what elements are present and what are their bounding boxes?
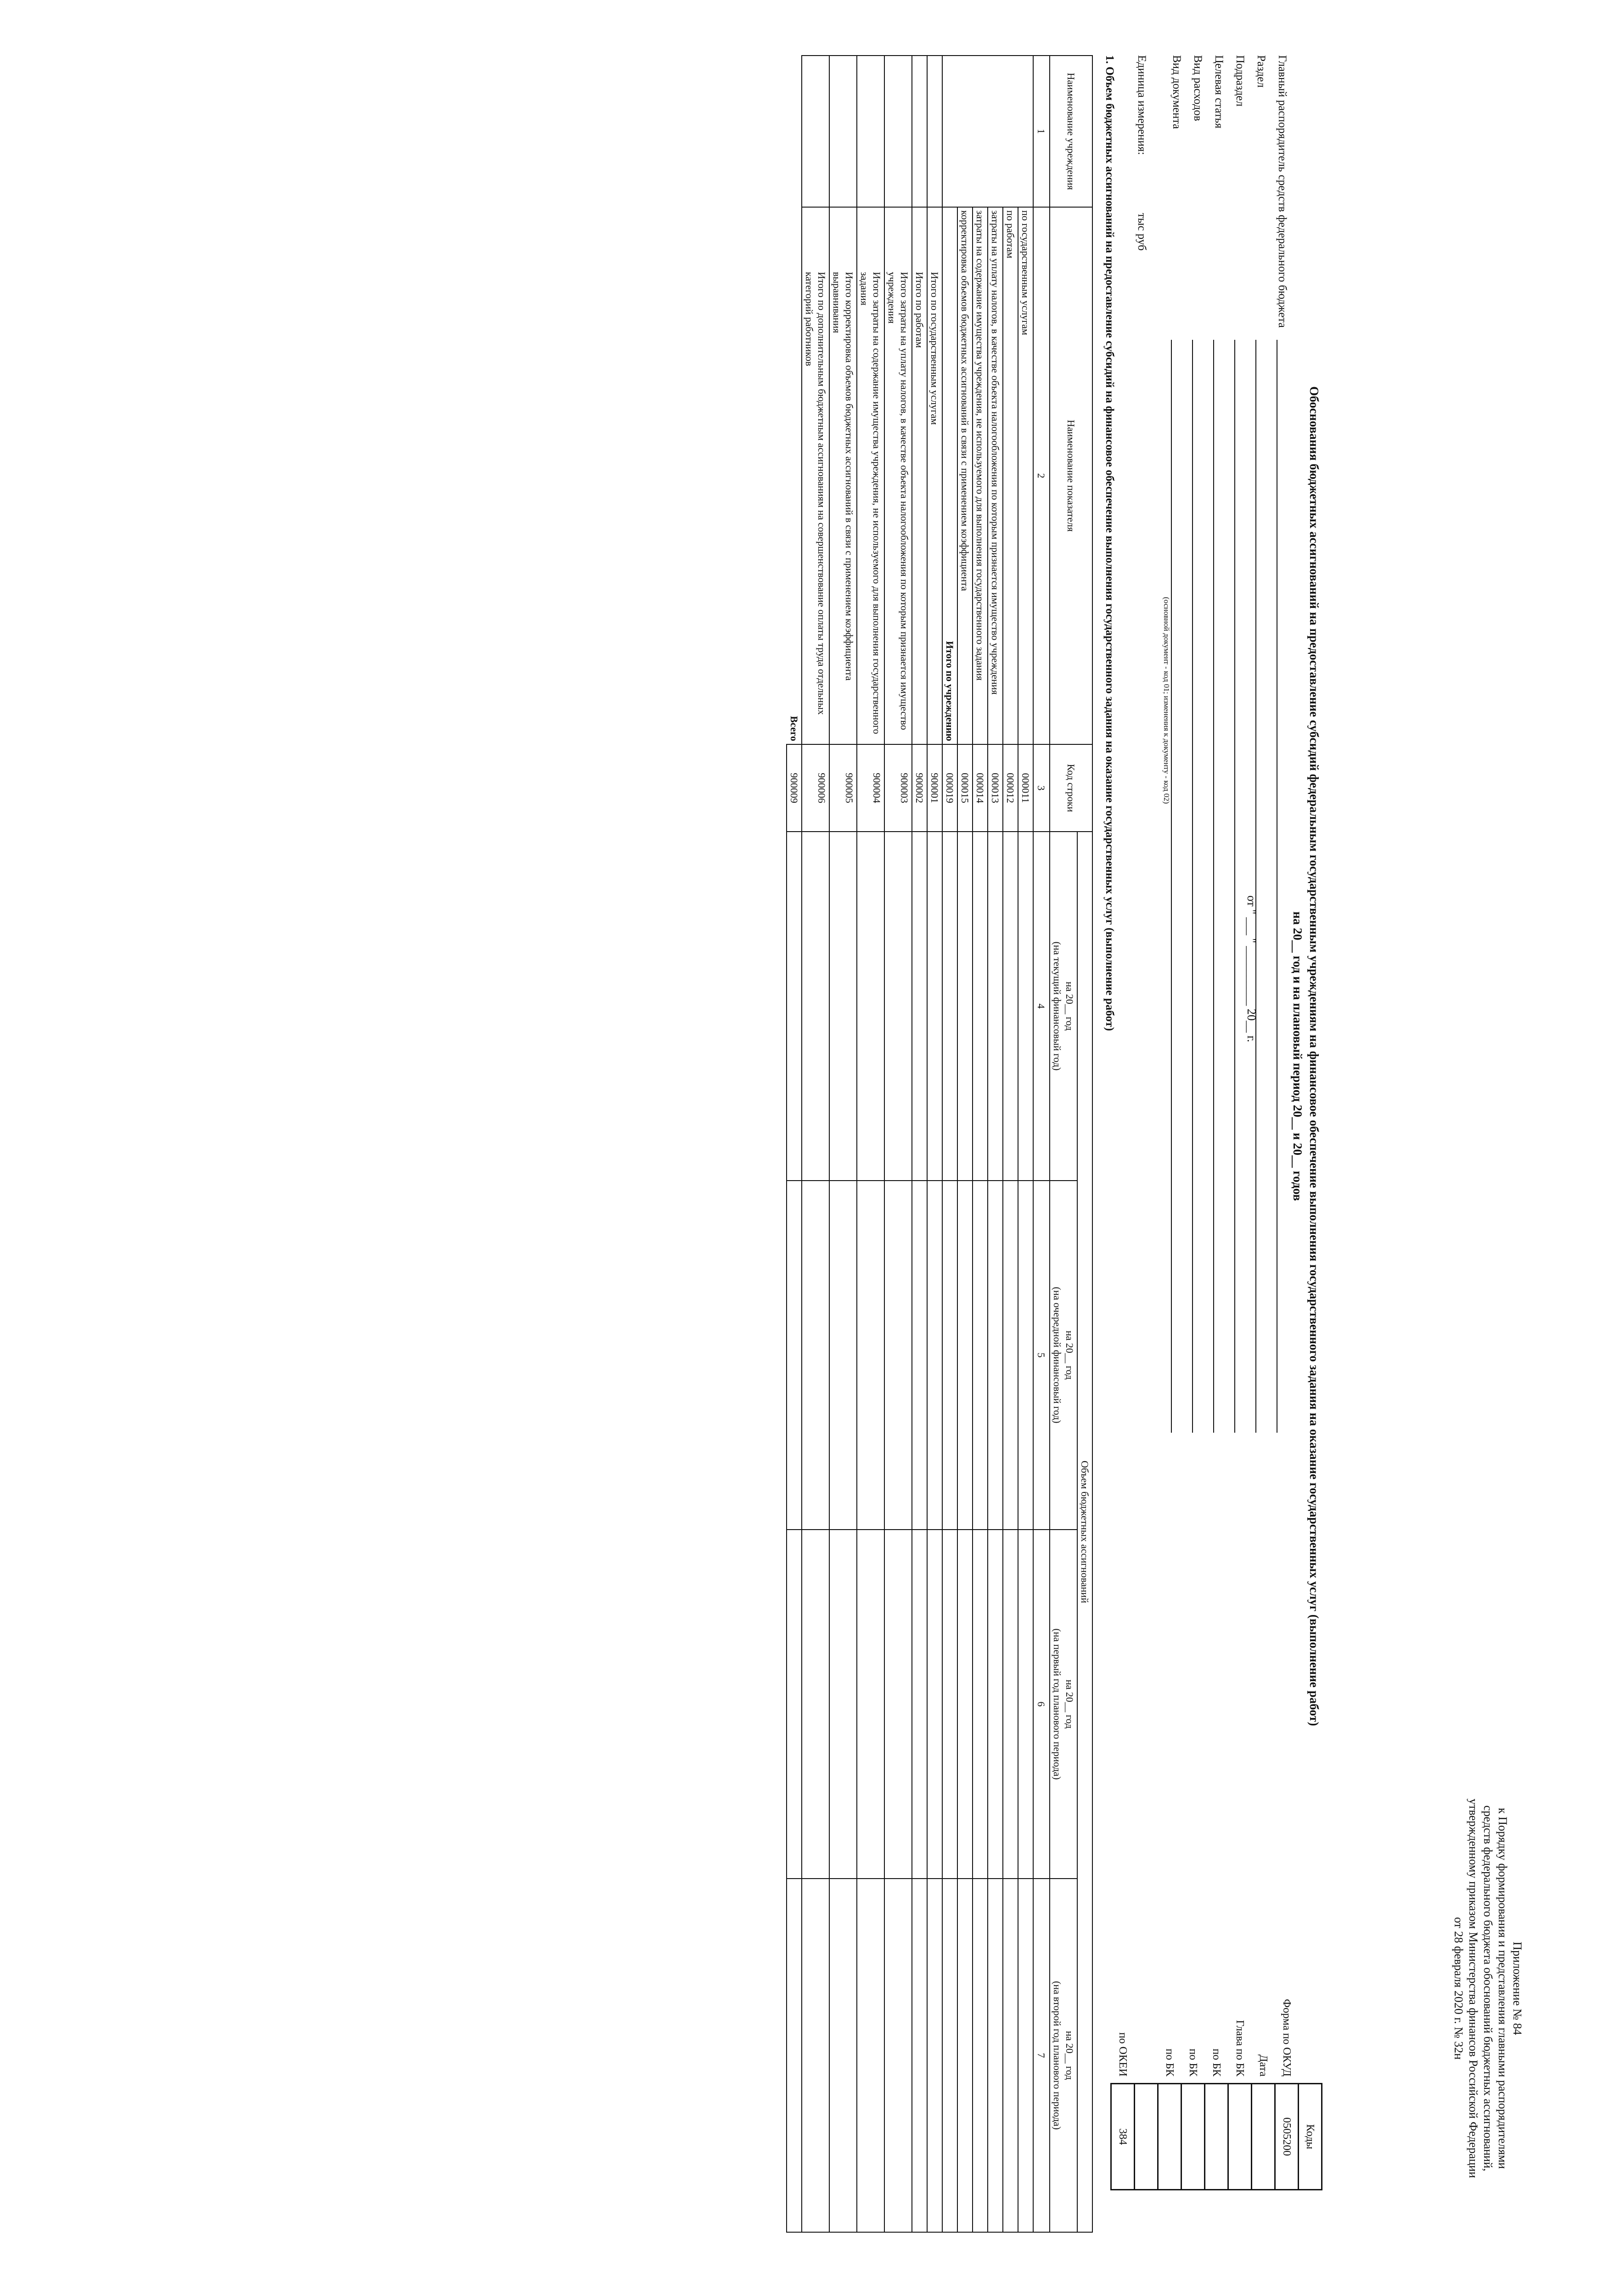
- indicator-cell: Итого по работам: [912, 207, 927, 744]
- units-label: Единица измерения:: [1136, 55, 1148, 155]
- value-cell[interactable]: [787, 1181, 802, 1530]
- indicator-cell: Итого корректировка объемов бюджетных ассигнований в связи с применением коэффициента выравнивания: [829, 207, 857, 744]
- value-cell[interactable]: [787, 832, 802, 1181]
- codes-label: [1135, 1992, 1158, 2083]
- form-sheet: [0, 46, 1534, 2296]
- header-field-line[interactable]: [1171, 340, 1172, 1433]
- table-row: [829, 56, 857, 2232]
- year-sublabel: (на второй год планового периода): [1052, 1981, 1063, 2130]
- value-cell[interactable]: [1018, 832, 1033, 1181]
- codes-value[interactable]: 0505200: [1275, 2084, 1299, 2190]
- value-cell[interactable]: [957, 1530, 973, 1879]
- column-number: 6: [1033, 1530, 1050, 1879]
- header-field: [1210, 55, 1232, 1433]
- table-row: [988, 56, 1003, 2232]
- indicator-cell: Итого по государственным услугам: [927, 207, 942, 744]
- indicator-cell: Итого затраты на содержание имущества учреждения, не используемого для выполнения государственного задания: [857, 207, 884, 744]
- units-value: тыс руб: [1136, 213, 1148, 251]
- value-cell[interactable]: [988, 1530, 1003, 1879]
- column-number: 4: [1033, 832, 1050, 1181]
- header-field: [1189, 55, 1210, 1433]
- header-field: [1253, 55, 1274, 1433]
- header-field-label: Целевая статья: [1213, 55, 1225, 129]
- header-field-line[interactable]: [1234, 340, 1235, 1433]
- header-field: [1168, 55, 1189, 1433]
- appendix-line: Приложение № 84: [1511, 1941, 1524, 2035]
- value-cell[interactable]: [957, 1879, 973, 2232]
- value-cell[interactable]: [829, 1530, 857, 1879]
- row-code-cell: 900006: [802, 744, 829, 832]
- empty-cell: [787, 56, 802, 207]
- codes-label: по БК: [1187, 2048, 1199, 2077]
- table-row: [1003, 56, 1018, 2232]
- codes-label: по БК: [1210, 2048, 1223, 2077]
- empty-cell: [857, 56, 884, 207]
- row-code-cell: 900004: [857, 744, 884, 832]
- value-cell[interactable]: [927, 832, 942, 1181]
- column-number: 7: [1033, 1879, 1050, 2232]
- table-row: [973, 56, 988, 2232]
- value-cell[interactable]: [884, 832, 912, 1181]
- table-row: [927, 56, 942, 2232]
- value-cell[interactable]: [942, 1879, 957, 2232]
- codes-value[interactable]: [1135, 2084, 1158, 2190]
- value-cell[interactable]: [942, 1530, 957, 1879]
- column-number: 5: [1033, 1181, 1050, 1530]
- value-cell[interactable]: [787, 1530, 802, 1879]
- col-header-code: Код строки: [1050, 744, 1092, 832]
- row-code-cell: 900003: [884, 744, 912, 832]
- header-field: [1274, 55, 1295, 1433]
- value-cell[interactable]: [942, 1181, 957, 1530]
- header-field-label: Главный распорядитель средств федерального бюджета: [1276, 55, 1288, 328]
- value-cell[interactable]: [912, 832, 927, 1181]
- value-cell[interactable]: [787, 1879, 802, 2232]
- value-cell[interactable]: [1018, 1181, 1033, 1530]
- codes-value[interactable]: [1205, 2084, 1228, 2190]
- units-row: [1135, 55, 1148, 306]
- value-cell[interactable]: [829, 1879, 857, 2232]
- year-label: на 20__ год: [1064, 1330, 1075, 1380]
- codes-value[interactable]: [1158, 2084, 1181, 2190]
- value-cell[interactable]: [1003, 1181, 1018, 1530]
- value-cell[interactable]: [973, 832, 988, 1181]
- value-cell[interactable]: [973, 1879, 988, 2232]
- total-label: Всего: [787, 207, 802, 744]
- table-row: [884, 56, 912, 2232]
- value-cell[interactable]: [1003, 1879, 1018, 2232]
- row-code-cell: 900009: [787, 744, 802, 832]
- indicator-cell: Итого по учреждению: [942, 207, 957, 744]
- empty-cell: [927, 56, 942, 207]
- row-code-cell: 000012: [1003, 744, 1018, 832]
- row-code-cell: 000019: [942, 744, 957, 832]
- table-row: [802, 56, 829, 2232]
- value-cell[interactable]: [912, 1181, 927, 1530]
- header-field-line[interactable]: [1213, 340, 1214, 1433]
- value-cell[interactable]: [973, 1181, 988, 1530]
- value-cell[interactable]: [957, 832, 973, 1181]
- header-field-line[interactable]: [1192, 340, 1193, 1433]
- row-code-cell: 900001: [927, 744, 942, 832]
- value-cell[interactable]: [829, 1181, 857, 1530]
- year-label: на 20__ год: [1064, 2031, 1075, 2080]
- appendix-note: [1451, 1708, 1525, 2268]
- total-row: [787, 56, 802, 2232]
- codes-label: по ОКЕИ: [1117, 2032, 1129, 2077]
- table-row: [857, 56, 884, 2232]
- value-cell[interactable]: [942, 832, 957, 1181]
- appendix-line: средств федерального бюджета обоснований бюджетных ассигнований,: [1481, 1805, 1495, 2172]
- value-cell[interactable]: [957, 1181, 973, 1530]
- col-header-year-plan2: [1050, 1879, 1077, 2232]
- institution-name-cell[interactable]: [942, 56, 1033, 207]
- column-numbers-row: [1033, 56, 1050, 2232]
- appendix-line: к Порядку формирования и представления главными распорядителями: [1496, 1807, 1509, 2169]
- empty-cell: [802, 56, 829, 207]
- row-code-cell: 900005: [829, 744, 857, 832]
- header-field-line[interactable]: [1255, 340, 1256, 1433]
- value-cell[interactable]: [884, 1530, 912, 1879]
- document-period: на 20__ год и на плановый период 20__ и 20__ годов: [1291, 911, 1305, 1201]
- codes-value[interactable]: 384: [1111, 2084, 1135, 2190]
- value-cell[interactable]: [857, 1181, 884, 1530]
- row-code-cell: 000015: [957, 744, 973, 832]
- indicator-cell: затраты на уплату налогов, в качестве объекта налогообложения по которым признается имущество учреждения: [988, 207, 1003, 744]
- col-header-volume: Объем бюджетных ассигнований: [1077, 832, 1092, 2232]
- value-cell[interactable]: [1003, 1530, 1018, 1879]
- year-sublabel: (на первый год планового периода): [1052, 1628, 1063, 1780]
- value-cell[interactable]: [829, 832, 857, 1181]
- header-field-label: Подраздел: [1234, 55, 1246, 107]
- value-cell[interactable]: [927, 1181, 942, 1530]
- codes-label: Форма по ОКУД: [1281, 1999, 1293, 2077]
- codes-value[interactable]: [1181, 2084, 1205, 2190]
- value-cell[interactable]: [1003, 832, 1018, 1181]
- year-sublabel: (на очередной финансовый год): [1052, 1287, 1063, 1424]
- col-header-year-plan1: [1050, 1530, 1077, 1879]
- appendix-line: от 28 февраля 2020 г. № 32н: [1452, 1917, 1465, 2060]
- value-cell[interactable]: [1018, 1879, 1033, 2232]
- empty-cell: [912, 56, 927, 207]
- table-row: [942, 56, 957, 2232]
- value-cell[interactable]: [1018, 1530, 1033, 1879]
- appendix-line: утвержденному приказом Министерства финансов Российской Федерации: [1467, 1798, 1480, 2178]
- section-title: 1. Объем бюджетных ассигнований на предоставление субсидий на финансовое обеспечение выполнения государственного задания на оказание государственных услуг (выполнение работ): [1103, 55, 1116, 1031]
- empty-cell: [884, 56, 912, 207]
- col-header-institution: Наименование учреждения: [1050, 56, 1092, 207]
- value-cell[interactable]: [927, 1530, 942, 1879]
- value-cell[interactable]: [988, 1181, 1003, 1530]
- header-field-label: Вид документа: [1170, 55, 1183, 129]
- col-header-year-next: [1050, 1181, 1077, 1530]
- value-cell[interactable]: [884, 1879, 912, 2232]
- value-cell[interactable]: [884, 1181, 912, 1530]
- value-cell[interactable]: [802, 1181, 829, 1530]
- table-row: [957, 56, 973, 2232]
- column-number: 2: [1033, 207, 1050, 744]
- value-cell[interactable]: [912, 1879, 927, 2232]
- value-cell[interactable]: [857, 1879, 884, 2232]
- codes-label: Дата: [1257, 2054, 1270, 2077]
- codes-label: Глава по БК: [1234, 2020, 1246, 2077]
- value-cell[interactable]: [802, 1530, 829, 1879]
- header-field-label: Вид расходов: [1192, 55, 1204, 121]
- column-number: 3: [1033, 744, 1050, 832]
- empty-cell: [829, 56, 857, 207]
- row-code-cell: 000013: [988, 744, 1003, 832]
- table-row: [912, 56, 927, 2232]
- indicator-cell: Итого затраты на уплату налогов, в качестве объекта налогообложения по которым признается имущество учреждения: [884, 207, 912, 744]
- year-label: на 20__ год: [1064, 1679, 1075, 1729]
- value-cell[interactable]: [988, 1879, 1003, 2232]
- value-cell[interactable]: [802, 832, 829, 1181]
- document-date: от " ___ " __________ 20__ г.: [1245, 895, 1258, 1042]
- header-field-label: Раздел: [1255, 55, 1267, 88]
- year-label: на 20__ год: [1064, 981, 1075, 1031]
- table-row: [1018, 56, 1033, 2232]
- value-cell[interactable]: [912, 1530, 927, 1879]
- row-code-cell: 000014: [973, 744, 988, 832]
- codes-label: по БК: [1164, 2048, 1176, 2077]
- col-header-year-current: [1050, 832, 1077, 1181]
- value-cell[interactable]: [857, 832, 884, 1181]
- indicator-cell: по работам: [1003, 207, 1018, 744]
- value-cell[interactable]: [927, 1879, 942, 2232]
- row-code-cell: 900002: [912, 744, 927, 832]
- row-code-cell: 000011: [1018, 744, 1033, 832]
- indicator-cell: корректировка объемов бюджетных ассигнований в связи с применением коэффициента: [957, 207, 973, 744]
- codes-value[interactable]: [1228, 2084, 1252, 2190]
- codes-value[interactable]: [1252, 2084, 1275, 2190]
- column-number: 1: [1033, 56, 1050, 207]
- codes-header: Коды: [1299, 2084, 1322, 2190]
- value-cell[interactable]: [973, 1530, 988, 1879]
- value-cell[interactable]: [857, 1530, 884, 1879]
- value-cell[interactable]: [988, 832, 1003, 1181]
- header-field: [1232, 55, 1253, 1433]
- year-sublabel: (на текущий финансовый год): [1052, 941, 1063, 1071]
- document-title: Обоснования бюджетных ассигнований на предоставление субсидий федеральным государственным учреждениям на финансовое обеспечение выполнения государственного задания на оказание государственных услуг (выполнение работ): [1307, 386, 1321, 1726]
- allocations-table: [786, 55, 1093, 2233]
- doc-type-hint: (основной документ - код 01; изменения к документу - код 02): [1162, 597, 1171, 804]
- indicator-cell: Итого по дополнительным бюджетным ассигнованиям на совершенствование оплаты труда отдельных категорий работников: [802, 207, 829, 744]
- value-cell[interactable]: [802, 1879, 829, 2232]
- indicator-cell: по государственным услугам: [1018, 207, 1033, 744]
- indicator-cell: затраты на содержание имущества учреждения, не используемого для выполнения государственного задания: [973, 207, 988, 744]
- col-header-indicator: Наименование показателя: [1050, 207, 1092, 744]
- codes-table: [1110, 1992, 1322, 2190]
